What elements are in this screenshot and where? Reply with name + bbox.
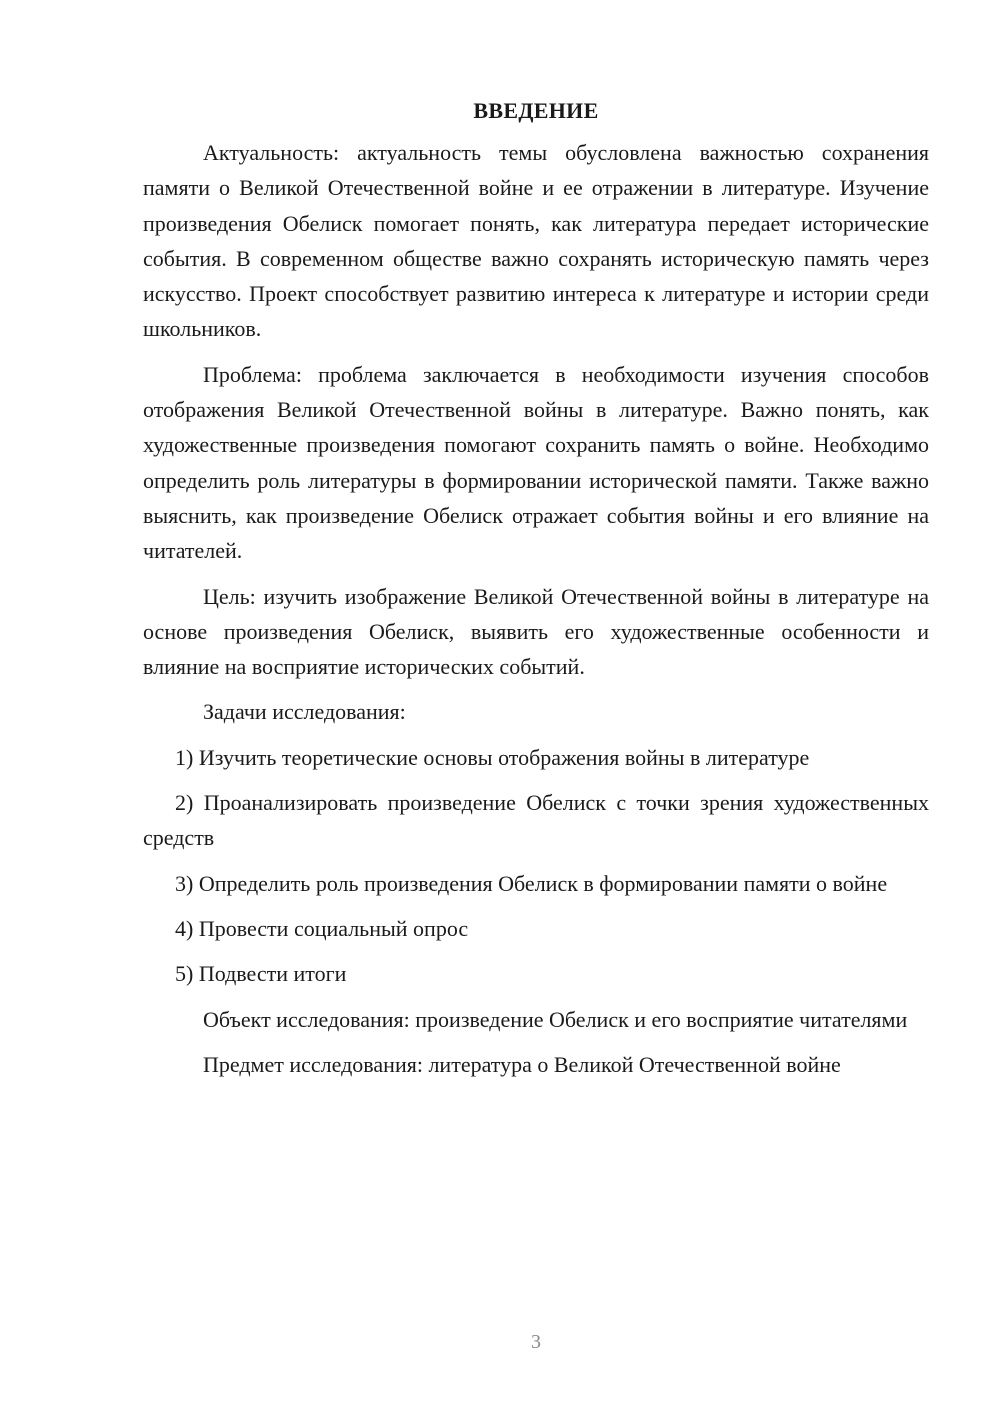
task-item-3: 3) Определить роль произведения Обелиск в формировании памяти о войне xyxy=(175,870,888,896)
relevance-paragraph: Актуальность: актуальность темы обусловлена важностью сохранения памяти о Великой Отечественной войне и ее отражении в литературе. Изучение произведения Обелиск помогает понять, как литература передает исторические события. В современном обществе важно сохранять историческую память через искусство. Проект способствует развитию интереса к литературе и истории среди школьников. xyxy=(143,140,929,342)
subject-paragraph: Предмет исследования: литература о Великой Отечественной войне xyxy=(203,1051,841,1077)
task-item-2: 2) Проанализировать произведение Обелиск с точки зрения художественных средств xyxy=(143,790,929,851)
page-title: ВВЕДЕНИЕ xyxy=(473,98,599,123)
goal-paragraph: Цель: изучить изображение Великой Отечественной войны в литературе на основе произведения Обелиск, выявить его художественные особенности и влияние на восприятие исторических событий. xyxy=(143,583,929,680)
task-item-1: 1) Изучить теоретические основы отображения войны в литературе xyxy=(175,744,810,770)
object-paragraph: Объект исследования: произведение Обелиск и его восприятие читателями xyxy=(203,1006,908,1032)
task-item-5: 5) Подвести итоги xyxy=(175,961,347,987)
problem-paragraph: Проблема: проблема заключается в необходимости изучения способов отображения Великой Отечественной войны в литературе. Важно понять, как художественные произведения помогают сохранить память о войне. Необходимо определить роль литературы в формировании исторической памяти. Также важно выяснить, как произведение Обелиск отражает события войны и его влияние на читателей. xyxy=(143,361,929,564)
task-item-4: 4) Провести социальный опрос xyxy=(175,915,469,941)
tasks-heading: Задачи исследования: xyxy=(203,699,406,725)
page-number: 3 xyxy=(531,1331,541,1353)
document-page xyxy=(143,92,929,1092)
